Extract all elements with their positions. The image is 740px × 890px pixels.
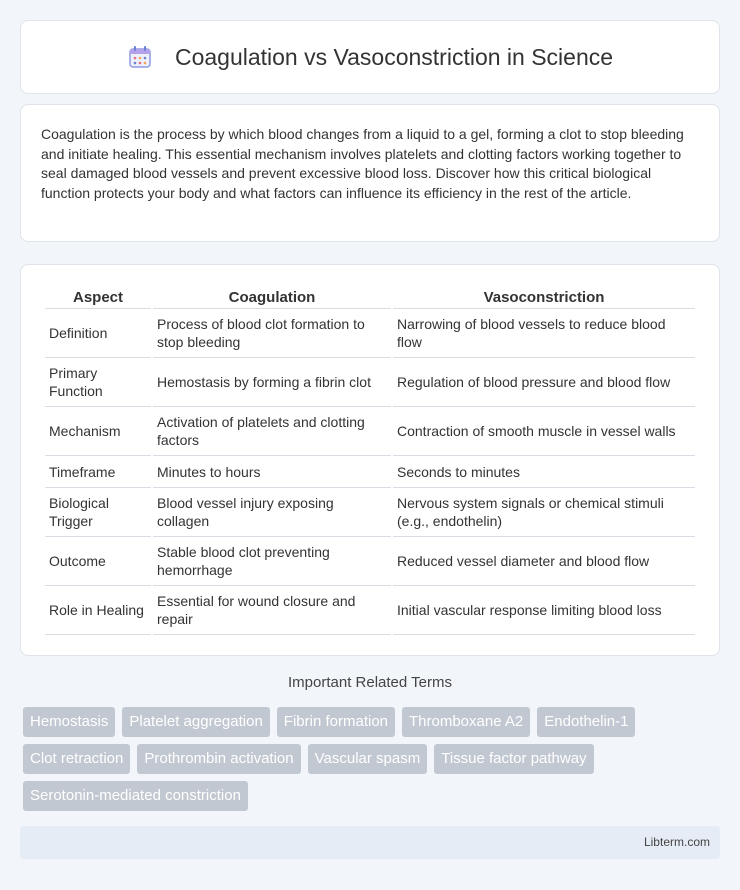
calendar-icon [127,44,153,70]
table-cell: Regulation of blood pressure and blood flow [393,358,695,407]
header-aspect: Aspect [45,285,151,309]
table-cell: Outcome [45,537,151,586]
table-cell: Activation of platelets and clotting factors [153,407,391,456]
table-cell: Contraction of smooth muscle in vessel walls [393,407,695,456]
title-card [20,20,720,94]
table-row [45,488,695,537]
tag-serotonin-mediated-constriction[interactable]: Serotonin-mediated constriction [23,781,248,811]
intro-text: Coagulation is the process by which blood changes from a liquid to a gel, forming a clot to stop bleeding and initiate healing. This essential mechanism involves platelets and clotting factors working together to seal damaged blood vessels and prevent excessive blood loss. Discover how this critical biological function protects your body and what factors can influence its efficiency in the rest of the article. [41,126,684,201]
table-row [45,309,695,358]
tag-hemostasis[interactable]: Hemostasis [23,707,115,737]
table-cell: Mechanism [45,407,151,456]
table-cell: Nervous system signals or chemical stimuli (e.g., endothelin) [393,488,695,537]
table-cell: Process of blood clot formation to stop bleeding [153,309,391,358]
page-title: Coagulation vs Vasoconstriction in Science [174,43,614,70]
tag-thromboxane-a2[interactable]: Thromboxane A2 [402,707,530,737]
table-row [45,586,695,635]
tag-prothrombin-activation[interactable]: Prothrombin activation [137,744,300,774]
table-cell: Stable blood clot preventing hemorrhage [153,537,391,586]
table-row [45,358,695,407]
related-terms-tags [23,707,723,811]
related-terms-heading: Important Related Terms [288,674,452,691]
comparison-card [20,264,720,656]
footer-site-link[interactable]: Libterm.com [643,835,710,849]
comparison-table [43,285,697,635]
table-row [45,537,695,586]
tag-platelet-aggregation[interactable]: Platelet aggregation [122,707,269,737]
tag-clot-retraction[interactable]: Clot retraction [23,744,130,774]
tag-vascular-spasm[interactable]: Vascular spasm [308,744,428,774]
table-cell: Minutes to hours [153,456,391,488]
table-row [45,456,695,488]
table-cell: Role in Healing [45,586,151,635]
related-terms-section [0,674,740,703]
table-cell: Seconds to minutes [393,456,695,488]
tag-tissue-factor-pathway[interactable]: Tissue factor pathway [434,744,593,774]
table-cell: Blood vessel injury exposing collagen [153,488,391,537]
table-cell: Essential for wound closure and repair [153,586,391,635]
intro-card [20,104,720,242]
footer [20,826,720,859]
table-cell: Definition [45,309,151,358]
table-cell: Timeframe [45,456,151,488]
table-row [45,407,695,456]
table-cell: Biological Trigger [45,488,151,537]
table-cell: Initial vascular response limiting blood loss [393,586,695,635]
table-header-row [45,285,695,309]
tag-fibrin-formation[interactable]: Fibrin formation [277,707,395,737]
header-coagulation: Coagulation [153,285,391,309]
table-cell: Narrowing of blood vessels to reduce blood flow [393,309,695,358]
table-cell: Reduced vessel diameter and blood flow [393,537,695,586]
table-cell: Hemostasis by forming a fibrin clot [153,358,391,407]
tag-endothelin-1[interactable]: Endothelin-1 [537,707,635,737]
table-cell: Primary Function [45,358,151,407]
header-vasoconstriction: Vasoconstriction [393,285,695,309]
